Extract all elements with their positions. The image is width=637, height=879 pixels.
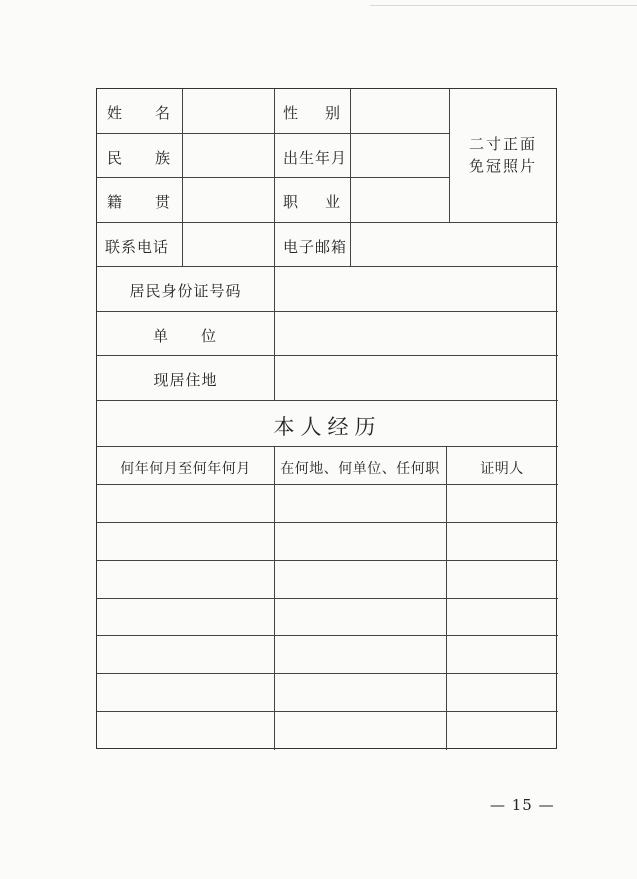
email-label: 电子邮箱 <box>283 238 348 256</box>
unit-label <box>153 325 217 346</box>
grid-line <box>97 635 558 636</box>
grid-line <box>97 266 558 267</box>
grid-line <box>97 711 558 712</box>
grid-line <box>97 560 558 561</box>
top-edge-line <box>370 5 637 6</box>
grid-line <box>446 446 447 750</box>
name-label-char: 姓 <box>107 104 124 122</box>
ethnicity-label-char: 民 <box>107 149 124 167</box>
unit-label-char: 单 <box>153 327 170 345</box>
grid-line <box>274 446 275 750</box>
gender-label <box>283 102 341 123</box>
grid-line <box>97 673 558 674</box>
ethnicity-label-char: 族 <box>154 149 171 167</box>
page-number: — 15 — <box>490 796 555 814</box>
occupation-label-char: 职 <box>283 193 300 211</box>
grid-line <box>97 355 558 356</box>
gender-label-char: 别 <box>324 104 341 122</box>
grid-line <box>274 89 275 400</box>
photo-line-1: 二寸正面 <box>468 135 537 153</box>
grid-line <box>97 222 558 223</box>
photo-line-2: 免冠照片 <box>468 157 537 175</box>
native-place-label <box>107 191 171 212</box>
grid-line <box>97 598 558 599</box>
id-number-label: 居民身份证号码 <box>129 282 242 300</box>
name-label-char: 名 <box>154 104 171 122</box>
unit-label-char: 位 <box>200 327 217 345</box>
occupation-label-char: 业 <box>324 193 341 211</box>
grid-line <box>97 311 558 312</box>
photo-placeholder <box>449 133 557 177</box>
period-column-header: 何年何月至何年何月 <box>120 461 251 477</box>
gender-label-char: 性 <box>283 104 300 122</box>
history-title: 本人经历 <box>273 415 382 439</box>
native-place-label-char: 籍 <box>107 193 124 211</box>
grid-line <box>350 89 351 266</box>
grid-line <box>97 177 449 178</box>
position-column-header: 在何地、何单位、任何职 <box>280 461 440 477</box>
ethnicity-label <box>107 147 171 168</box>
grid-line <box>97 484 558 485</box>
witness-column-header: 证明人 <box>480 461 524 477</box>
grid-line <box>97 446 558 447</box>
grid-line <box>97 133 449 134</box>
personal-info-form <box>96 88 557 749</box>
grid-line <box>97 522 558 523</box>
occupation-label <box>283 191 341 212</box>
phone-label: 联系电话 <box>105 238 170 256</box>
address-label: 现居住地 <box>153 371 218 389</box>
name-label <box>107 102 171 123</box>
birth-label: 出生年月 <box>283 149 348 167</box>
native-place-label-char: 贯 <box>154 193 171 211</box>
grid-line <box>182 89 183 266</box>
grid-line <box>97 400 558 401</box>
